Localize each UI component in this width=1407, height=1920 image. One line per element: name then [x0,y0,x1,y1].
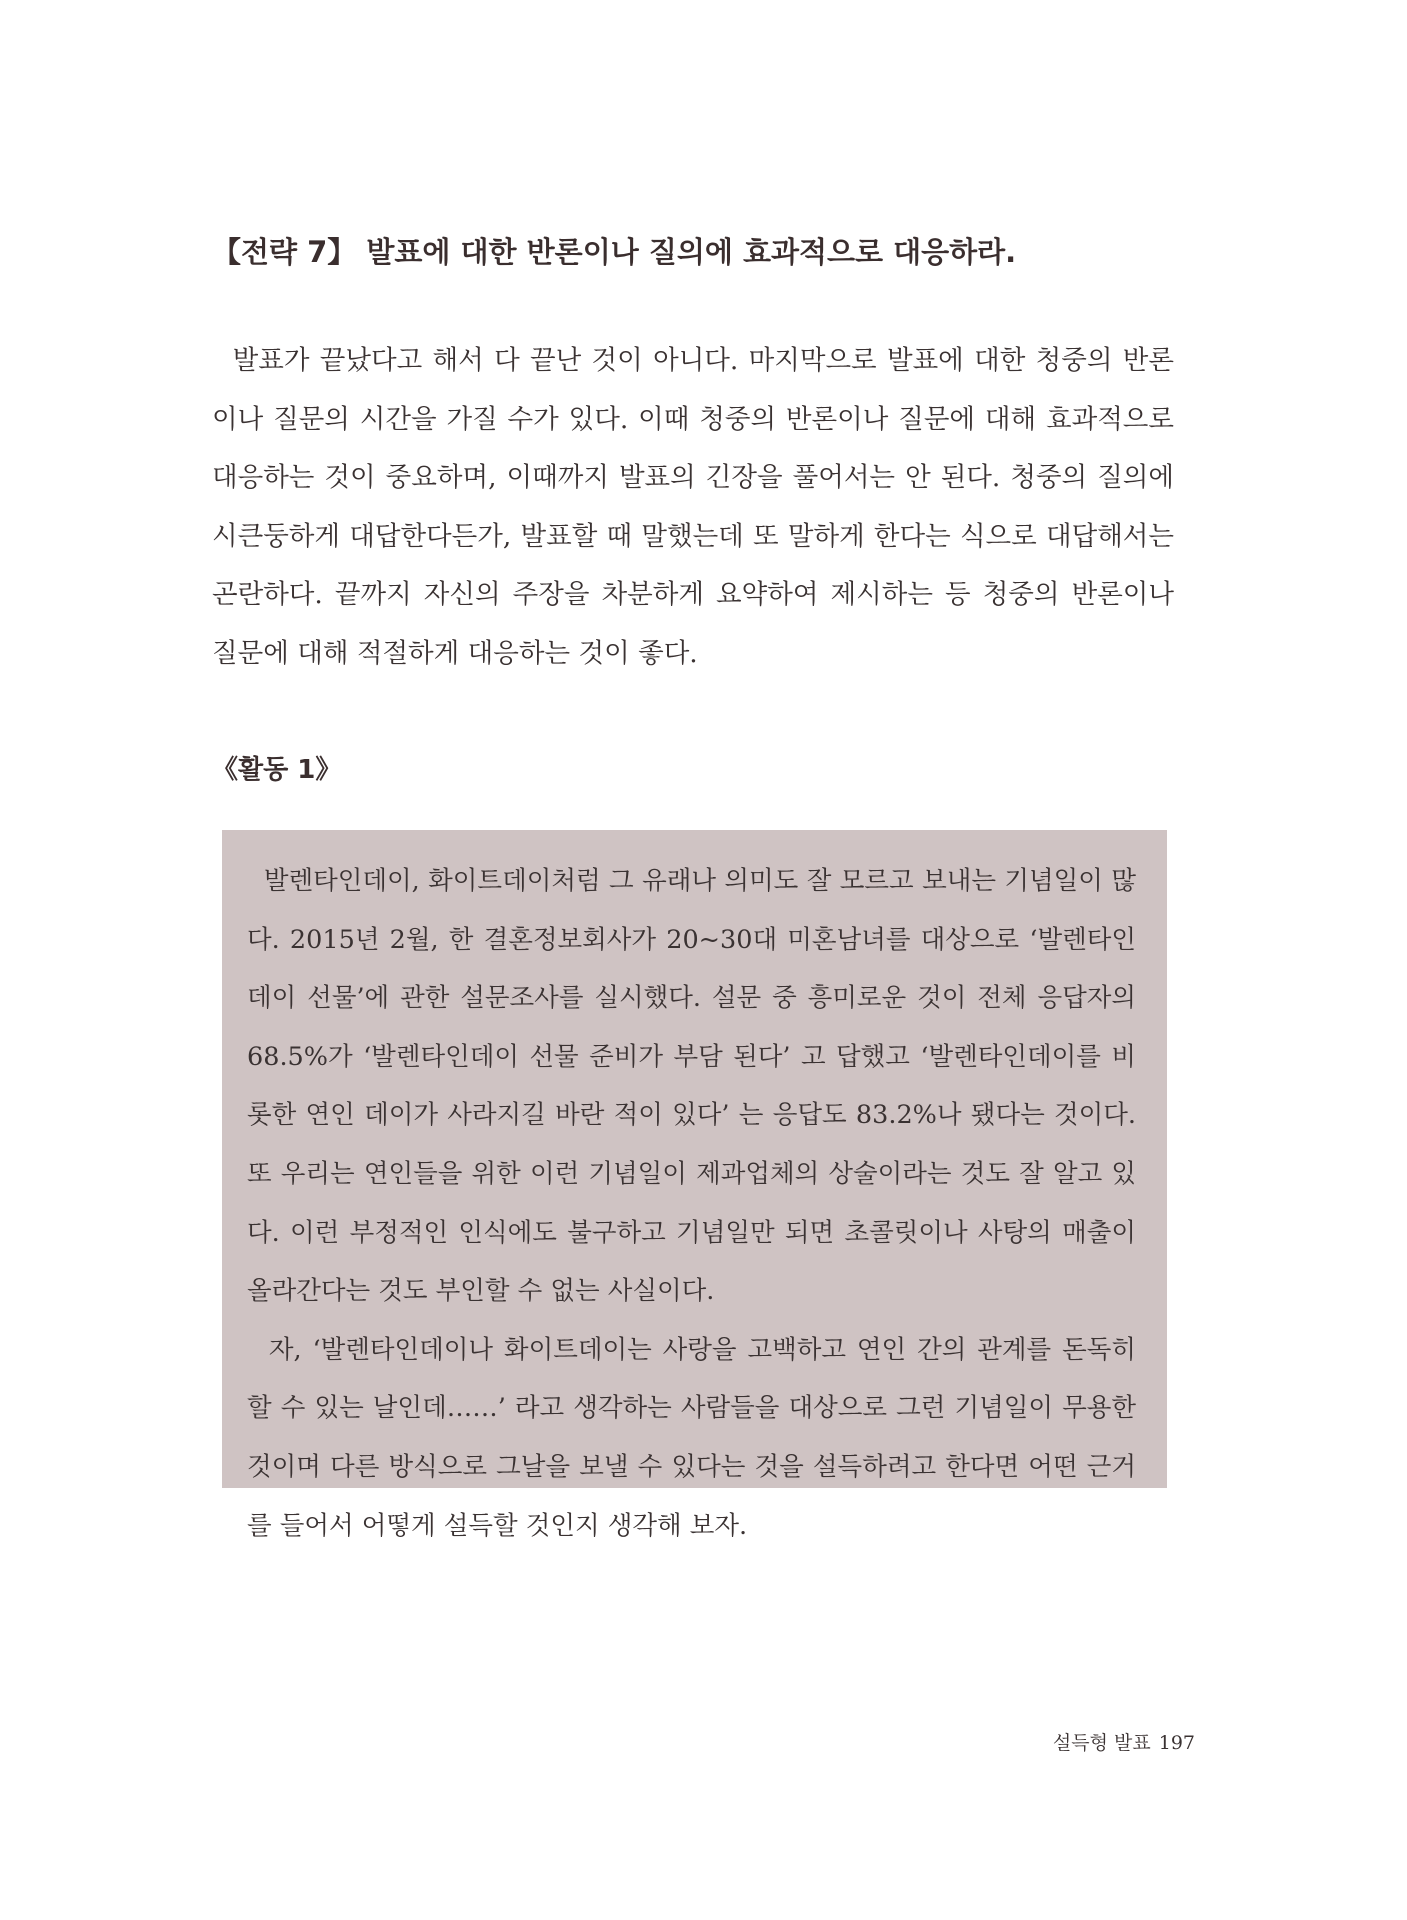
page-footer [1053,1730,1195,1756]
activity-paragraph-1: 발렌타인데이, 화이트데이처럼 그 유래나 의미도 잘 모르고 보내는 기념일이 많다. 2015년 2월, 한 결혼정보회사가 20~30대 미혼남녀를 대상으로 ‘발렌타인데이 선물’에 관한 설문조사를 실시했다. 설문 중 흥미로운 것이 전체 응답자의 68.5%가 ‘발렌타인데이 선물 준비가 부담 된다’ 고 답했고 ‘발렌타인데이를 비롯한 연인 데이가 사라지길 바란 적이 있다’ 는 응답도 83.2%나 됐다는 것이다. 또 우리는 연인들을 위한 이런 기념일이 제과업체의 상술이라는 것도 잘 알고 있다. 이런 부정적인 인식에도 불구하고 기념일만 되면 초콜릿이나 사탕의 매출이 올라간다는 것도 부인할 수 없는 사실이다. [247,866,1136,1307]
activity-title: 《활동 1》 [212,755,342,785]
activity-box [222,830,1167,1541]
strategy-paragraph: 발표가 끝났다고 해서 다 끝난 것이 아니다. 마지막으로 발표에 대한 청중의 반론이나 질문의 시간을 가질 수가 있다. 이때 청중의 반론이나 질문에 대해 효과적으로 대응하는 것이 중요하며, 이때까지 발표의 긴장을 풀어서는 안 된다. 청중의 질의에 시큰둥하게 대답한다든가, 발표할 때 말했는데 또 말하게 한다는 식으로 대답해서는 곤란하다. 끝까지 자신의 주장을 차분하게 요약하여 제시하는 등 청중의 반론이나 질문에 대해 적절하게 대응하는 것이 좋다. [212,345,1174,669]
strategy-heading: 【전략 7】 발표에 대한 반론이나 질의에 효과적으로 대응하라. [212,235,1017,269]
page-number: 197 [1158,1732,1195,1754]
activity-paragraph-2: 자, ‘발렌타인데이나 화이트데이는 사랑을 고백하고 연인 간의 관계를 돈독히 할 수 있는 날인데……’ 라고 생각하는 사람들을 대상으로 그런 기념일이 무용한 것이며 다른 방식으로 그날을 보낼 수 있다는 것을 설득하려고 한다면 어떤 근거를 들어서 어떻게 설득할 것인지 생각해 보자. [247,1334,1136,1541]
footer-section-title: 설득형 발표 [1052,1732,1151,1754]
